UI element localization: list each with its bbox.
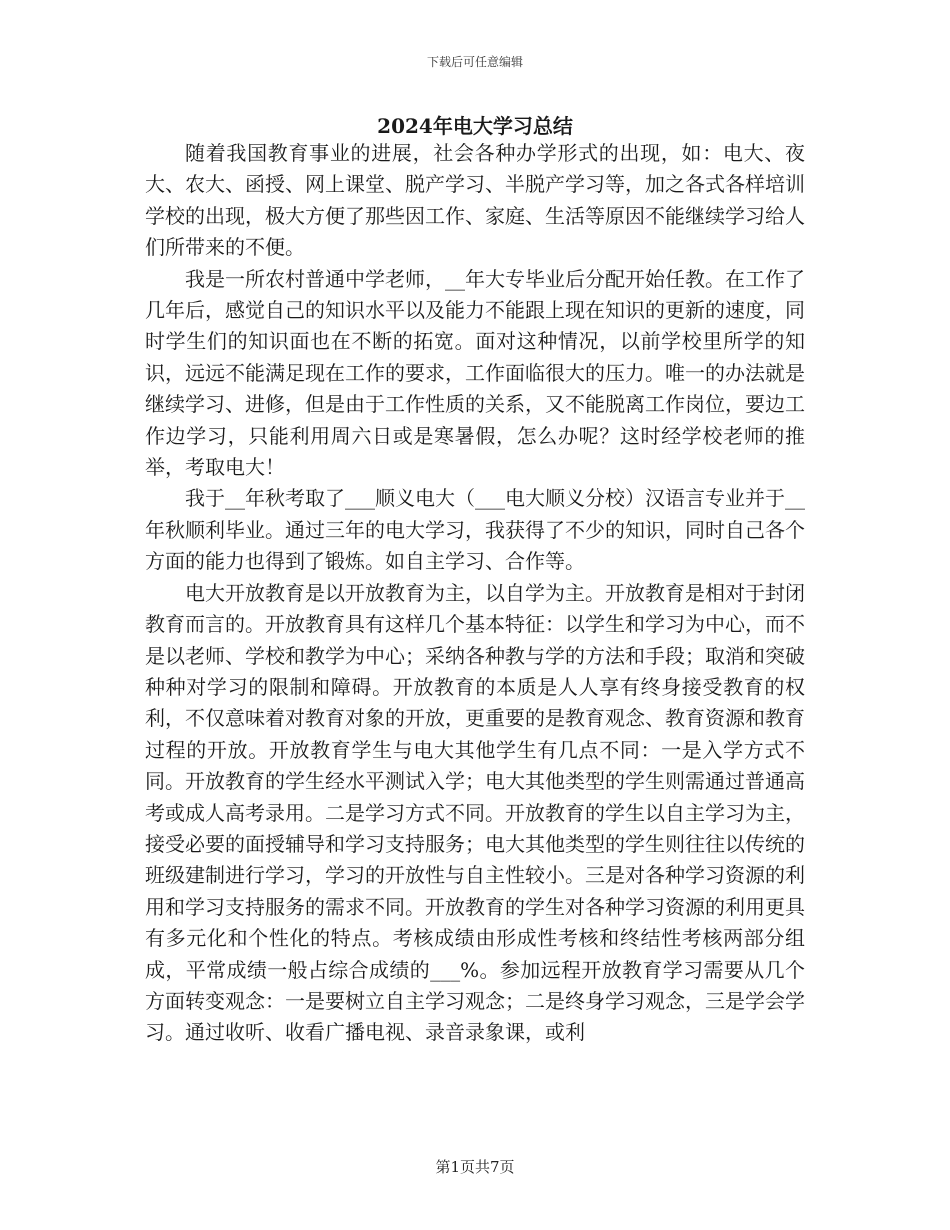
document-title: 2024年电大学习总结 xyxy=(377,114,573,138)
paragraph-1: 随着我国教育事业的进展，社会各种办学形式的出现，如：电大、夜大、农大、函授、网上课堂、脱产学习、半脱产学习等，加之各式各样培训学校的出现，极大方便了那些因工作、家庭、生活等原因不能继续学习给人们所带来的不便。 xyxy=(145,141,805,260)
paragraph-3: 我于__年秋考取了___顺义电大（___电大顺义分校）汉语言专业并于__年秋顺利毕业。通过三年的电大学习，我获得了不少的知识，同时自己各个方面的能力也得到了锻炼。如自主学习、合作等。 xyxy=(145,486,805,574)
document-body xyxy=(145,138,805,1049)
paragraph-4: 电大开放教育是以开放教育为主，以自学为主。开放教育是相对于封闭教育而言的。开放教育具有这样几个基本特征：以学生和学习为中心，而不是以老师、学校和教学为中心；采纳各种教与学的方法和手段；取消和突破种种对学习的限制和障碍。开放教育的本质是人人享有终身接受教育的权利，不仅意味着对教育对象的开放，更重要的是教育观念、教育资源和教育过程的开放。开放教育学生与电大其他学生有几点不同：一是入学方式不同。开放教育的学生经水平测试入学；电大其他类型的学生则需通过普通高考或成人高考录用。二是学习方式不同。开放教育的学生以自主学习为主，接受必要的面授辅导和学习支持服务；电大其他类型的学生则往往以传统的班级建制进行学习，学习的开放性与自主性较小。三是对各种学习资源的利用和学习支持服务的需求不同。开放教育的学生对各种学习资源的利用更具有多元化和个性化的特点。考核成绩由形成性考核和终结性考核两部分组成，平常成绩一般占综合成绩的___%。参加远程开放教育学习需要从几个方面转变观念：一是要树立自主学习观念；二是终身学习观念，三是学会学习。通过收听、收看广播电视、录音录象课，或利 xyxy=(145,580,805,1045)
page-indicator: 第1页共7页 xyxy=(435,1158,515,1176)
header-note: 下载后可任意编辑 xyxy=(426,55,523,69)
paragraph-2: 我是一所农村普通中学老师，__年大专毕业后分配开始任教。在工作了几年后，感觉自己的知识水平以及能力不能跟上现在知识的更新的速度，同时学生们的知识面也在不断的拓宽。面对这种情况，以前学校里所学的知识，远远不能满足现在工作的要求，工作面临很大的压力。唯一的办法就是继续学习、进修，但是由于工作性质的关系，又不能脱离工作岗位，要边工作边学习，只能利用周六日或是寒暑假，怎么办呢？这时经学校老师的推举，考取电大！ xyxy=(145,266,805,480)
